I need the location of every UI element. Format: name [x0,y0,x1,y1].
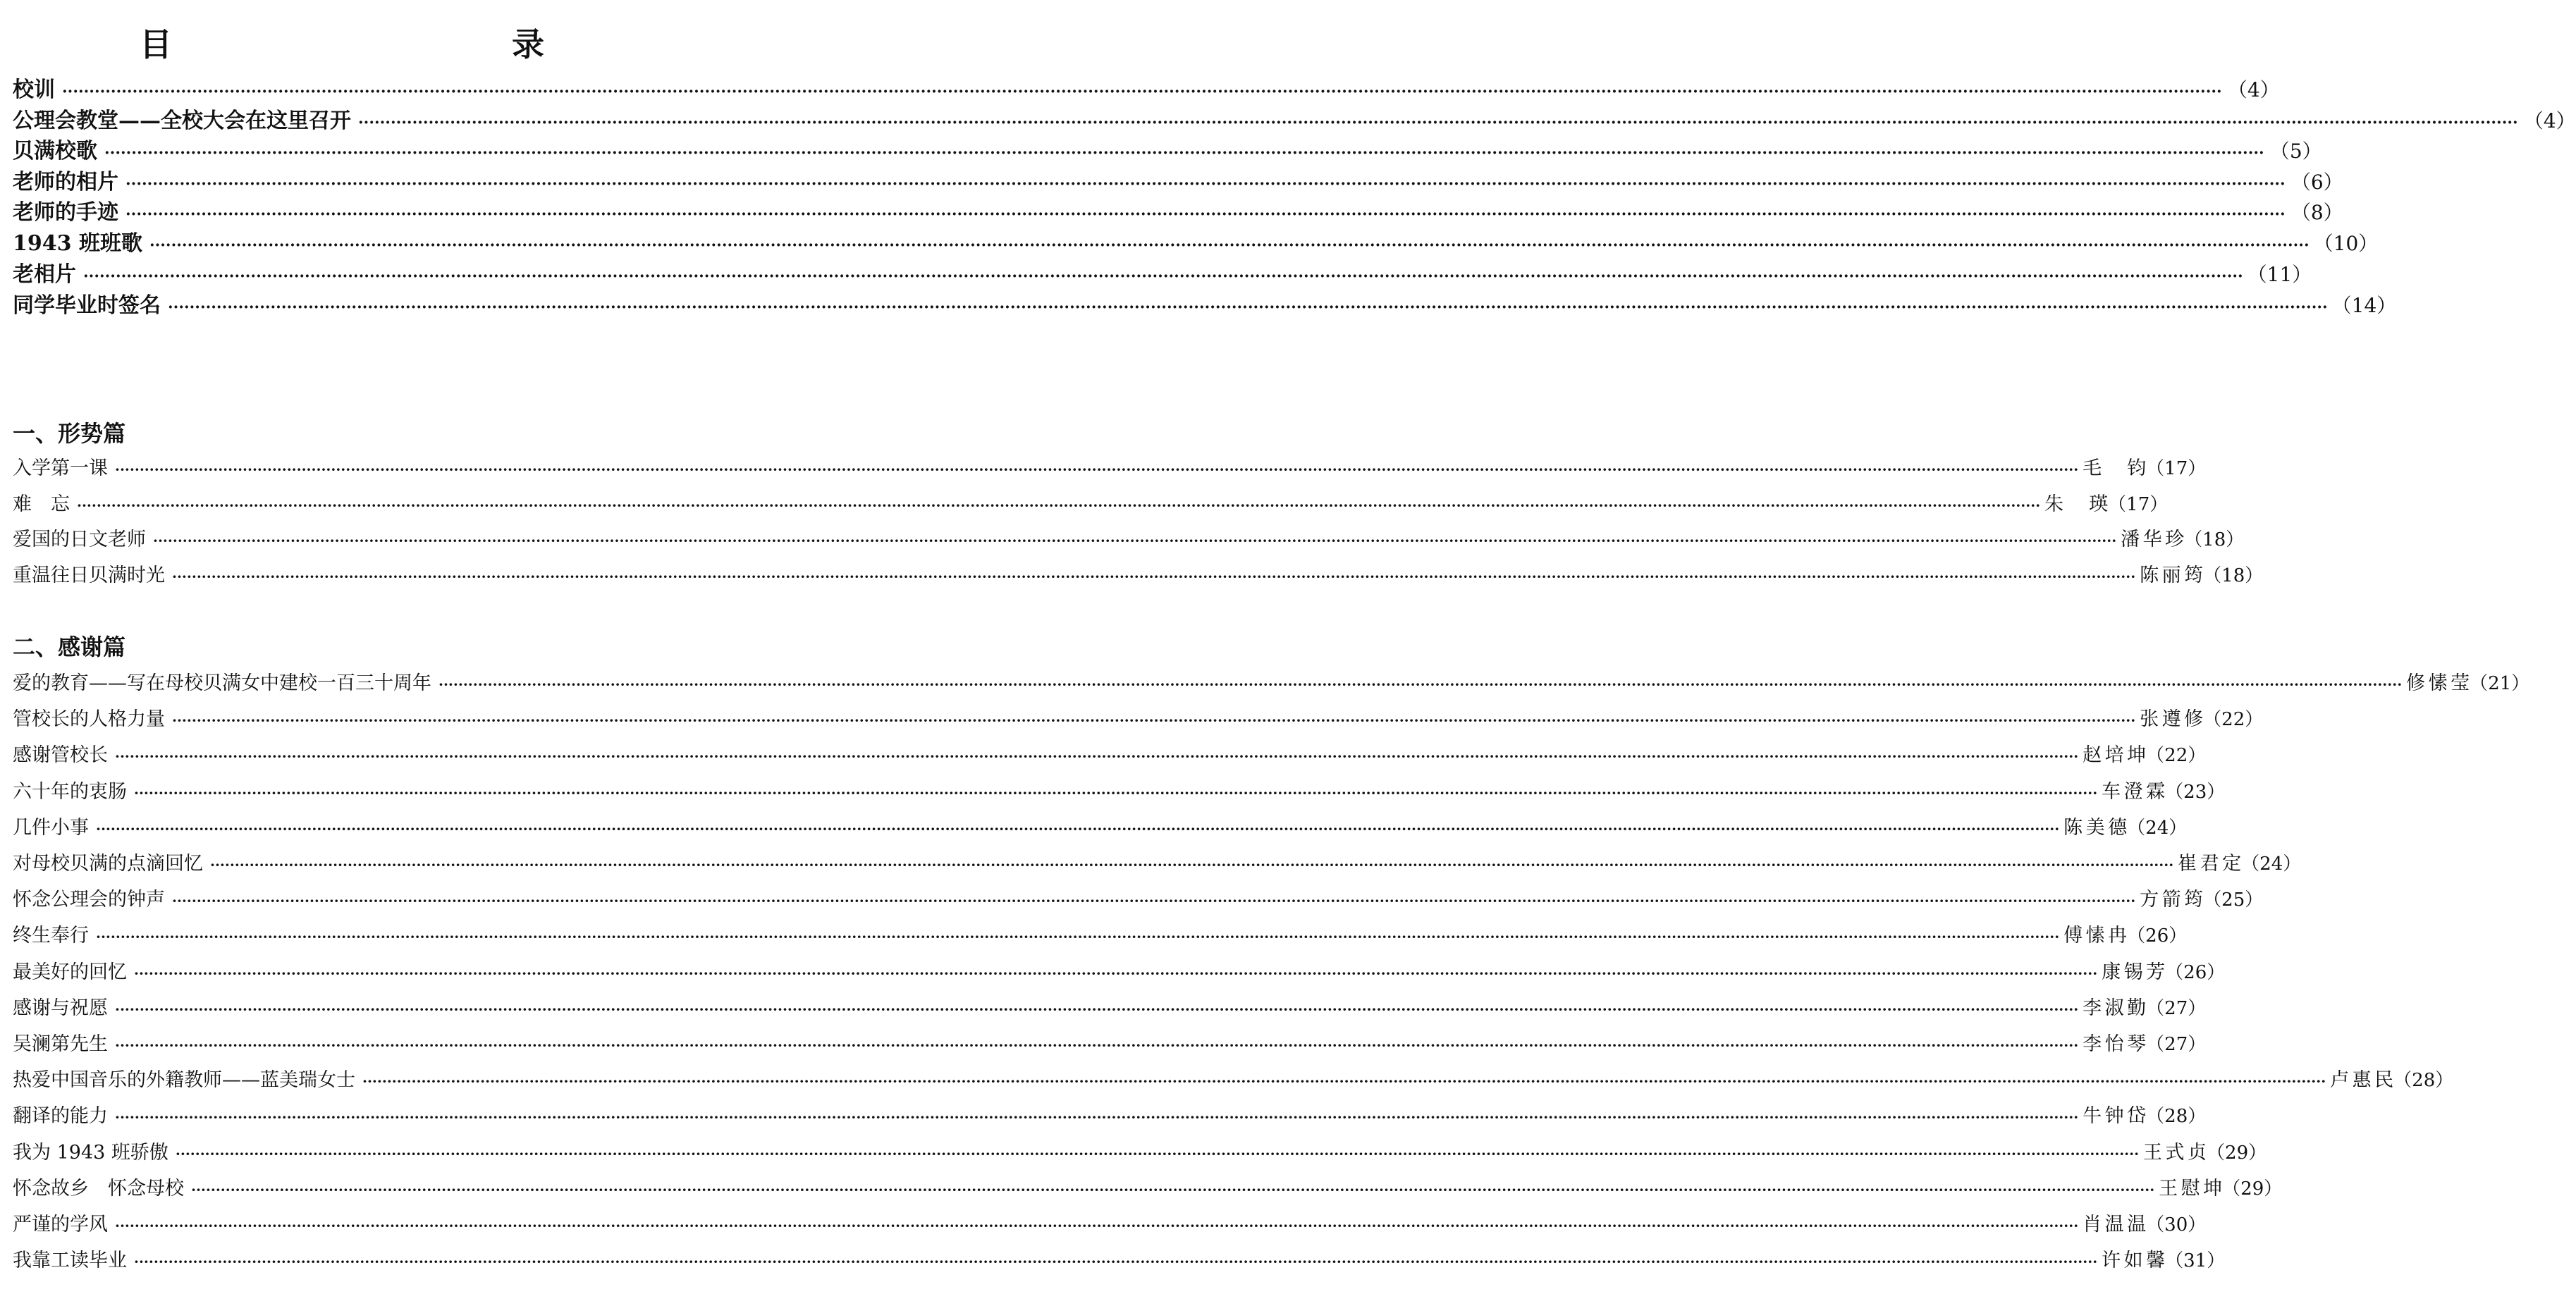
entry-page: （26） [2165,962,2226,983]
entry-title: 公理会教堂——全校大会在这里召开 [13,109,351,133]
entry-page: （28） [2146,1106,2207,1127]
dot-leader: ················································································································································································································································································································································································································ [191,1181,2155,1198]
toc-entry [13,451,2207,486]
entry-title: 我靠工读毕业 [13,1250,127,1271]
entry-page: （4） [2523,109,2576,133]
entry-page: （22） [2146,745,2207,766]
entry-page: （4） [2227,78,2280,101]
entry-author: 王式贞 [2143,1142,2207,1164]
entry-title: 六十年的衷肠 [13,781,127,803]
entry-title: 重温往日贝满时光 [13,565,165,586]
entry-title: 同学毕业时签名 [13,293,161,318]
entry-author: 赵培坤 [2083,744,2147,766]
dot-leader: ················································································································································································································································································································································································································ [210,856,2174,873]
entry-author: 康锡芳 [2102,961,2166,983]
toc-entry [13,775,2226,810]
dot-leader: ················································································································································································································································································································································································································ [153,532,2117,549]
entry-author: 毛 钧 [2083,457,2147,479]
dot-leader: ················································································································································································································································································································································································································ [172,568,2136,585]
entry-title: 贝满校歌 [13,139,97,164]
toc-entry [13,702,2264,737]
entry-page: （8） [2290,201,2343,224]
dot-leader: ················································································································································································································································································································································································································ [83,267,2243,285]
entry-author: 李怡琴 [2083,1033,2147,1055]
entry-author: 许如馨 [2102,1250,2166,1271]
entry-page: （17） [2146,458,2207,479]
entry-page: （11） [2247,263,2312,286]
toc-entry [13,882,2264,918]
entry-page: （25） [2203,889,2264,911]
entry-author: 李淑勤 [2083,997,2147,1019]
entry-page: （27） [2146,1034,2207,1055]
toc-entry [13,558,2264,593]
entry-page: （21） [2470,673,2530,694]
toc-entry [13,1063,2454,1098]
entry-author: 陈美德 [2063,817,2128,839]
entry-author: 方箭筠 [2140,889,2204,911]
entry-title: 终生奉行 [13,925,89,947]
entry-page: （28） [2393,1070,2454,1091]
entry-author: 朱 瑛 [2044,493,2109,515]
dot-leader: ················································································································································································································································································································································································································ [125,205,2286,223]
entry-title: 1943 班班歌 [13,231,142,256]
dot-leader: ················································································································································································································································································································································································································ [62,82,2222,101]
dot-leader: ················································································································································································································································································································································································································ [149,236,2310,254]
entry-title: 感谢管校长 [13,744,108,766]
toc-entry [13,1099,2207,1134]
entry-title: 老师的手迹 [13,200,118,225]
entry-author: 潘华珍 [2121,529,2185,550]
dot-leader: ················································································································································································································································································································································································································ [115,748,2079,765]
toc-entry [13,738,2207,773]
entry-title: 老相片 [13,262,76,287]
toc-entry [13,1243,2226,1278]
toc-entry [13,846,2302,882]
toc-entry [13,991,2207,1026]
entry-title: 管校长的人格力量 [13,708,165,730]
dot-leader: ················································································································································································································································································································································································································ [125,175,2286,193]
entry-author: 陈丽筠 [2140,565,2204,586]
toc-entry [13,1207,2207,1243]
entry-page: （29） [2222,1178,2283,1200]
toc-entry [13,522,2245,557]
entry-title: 吴澜第先生 [13,1033,108,1055]
entry-page: （24） [2127,818,2188,839]
entry-author: 王慰坤 [2159,1178,2223,1200]
entry-title: 最美好的回忆 [13,961,127,983]
entry-page: （6） [2290,171,2343,194]
dot-leader: ················································································································································································································································································································································································································ [172,712,2136,729]
entry-author: 车澄霖 [2102,781,2166,803]
toc-entry [13,288,2397,324]
dot-leader: ················································································································································································································································································································································································································ [115,1037,2079,1054]
dot-leader: ················································································································································································································································································································································································································ [104,144,2264,162]
entry-title: 感谢与祝愿 [13,997,108,1019]
entry-author: 牛钟岱 [2083,1105,2147,1127]
entry-page: （27） [2146,998,2207,1019]
entry-title: 校训 [13,78,55,102]
entry-title: 我为 1943 班骄傲 [13,1142,168,1164]
dot-leader: ················································································································································································································································································································································································································ [134,1253,2098,1270]
entry-author: 崔君定 [2178,853,2242,875]
entry-title: 爱的教育——写在母校贝满女中建校一百三十周年 [13,672,431,694]
entry-title: 怀念公理会的钟声 [13,889,165,911]
dot-leader: ················································································································································································································································································································································································································ [134,965,2098,982]
dot-leader: ················································································································································································································································································································································································································ [358,113,2518,132]
entry-page: （18） [2203,565,2264,586]
dot-leader: ················································································································································································································································································································································································································ [96,928,2060,945]
toc-entry [13,1027,2207,1062]
dot-leader: ················································································································································································································································································································································································································ [362,1073,2326,1090]
toc-entry [13,1135,2267,1171]
toc-entry [13,487,2169,522]
entry-title: 几件小事 [13,817,89,839]
section-heading: 二、感谢篇 [13,634,126,660]
dot-leader: ················································································································································································································································································································································································································ [172,892,2136,909]
dot-leader: ················································································································································································································································································································································································································ [96,820,2060,837]
entry-title: 热爱中国音乐的外籍教师——蓝美瑞女士 [13,1069,355,1091]
dot-leader: ················································································································································································································································································································································································································ [115,1001,2079,1018]
entry-page: （24） [2241,854,2302,875]
entry-page: （5） [2269,140,2322,163]
toc-entry [13,811,2188,846]
dot-leader: ················································································································································································································································································································································································································ [438,676,2403,693]
dot-leader: ················································································································································································································································································································································································································ [115,461,2079,478]
entry-page: （26） [2127,925,2188,947]
entry-title: 入学第一课 [13,457,108,479]
dot-leader: ················································································································································································································································································································································································································ [115,1217,2079,1234]
entry-page: （18） [2184,529,2245,550]
dot-leader: ················································································································································································································································································································································································································ [115,1109,2079,1126]
entry-page: （31） [2165,1250,2226,1271]
dot-leader: ················································································································································································································································································································································································································ [168,298,2328,316]
toc-entry [13,955,2226,990]
entry-page: （22） [2203,709,2264,730]
entry-page: （23） [2165,782,2226,803]
entry-author: 傅愫冉 [2063,925,2128,947]
page-title: 目 录 [140,25,636,63]
entry-page: （29） [2207,1142,2267,1164]
toc-entry [13,1171,2283,1207]
toc-entry [13,918,2188,954]
entry-author: 修愫莹 [2406,672,2470,694]
dot-leader: ················································································································································································································································································································································································································ [77,497,2041,514]
entry-title: 翻译的能力 [13,1105,108,1127]
toc-entry [13,666,2530,701]
entry-page: （17） [2108,494,2169,515]
entry-title: 爱国的日文老师 [13,529,146,550]
dot-leader: ················································································································································································································································································································································································································ [134,784,2098,801]
dot-leader: ················································································································································································································································································································································································································ [175,1145,2140,1162]
entry-title: 对母校贝满的点滴回忆 [13,853,203,875]
entry-page: （14） [2331,294,2397,317]
entry-title: 难 忘 [13,493,70,515]
entry-author: 肖温温 [2083,1214,2147,1236]
entry-author: 张遵修 [2140,708,2204,730]
entry-title: 老师的相片 [13,170,118,195]
entry-page: （30） [2146,1214,2207,1236]
entry-author: 卢惠民 [2330,1069,2394,1091]
entry-title: 怀念故乡 怀念母校 [13,1178,184,1200]
section-heading: 一、形势篇 [13,420,126,447]
entry-title: 严谨的学风 [13,1214,108,1236]
entry-page: （10） [2313,232,2379,255]
